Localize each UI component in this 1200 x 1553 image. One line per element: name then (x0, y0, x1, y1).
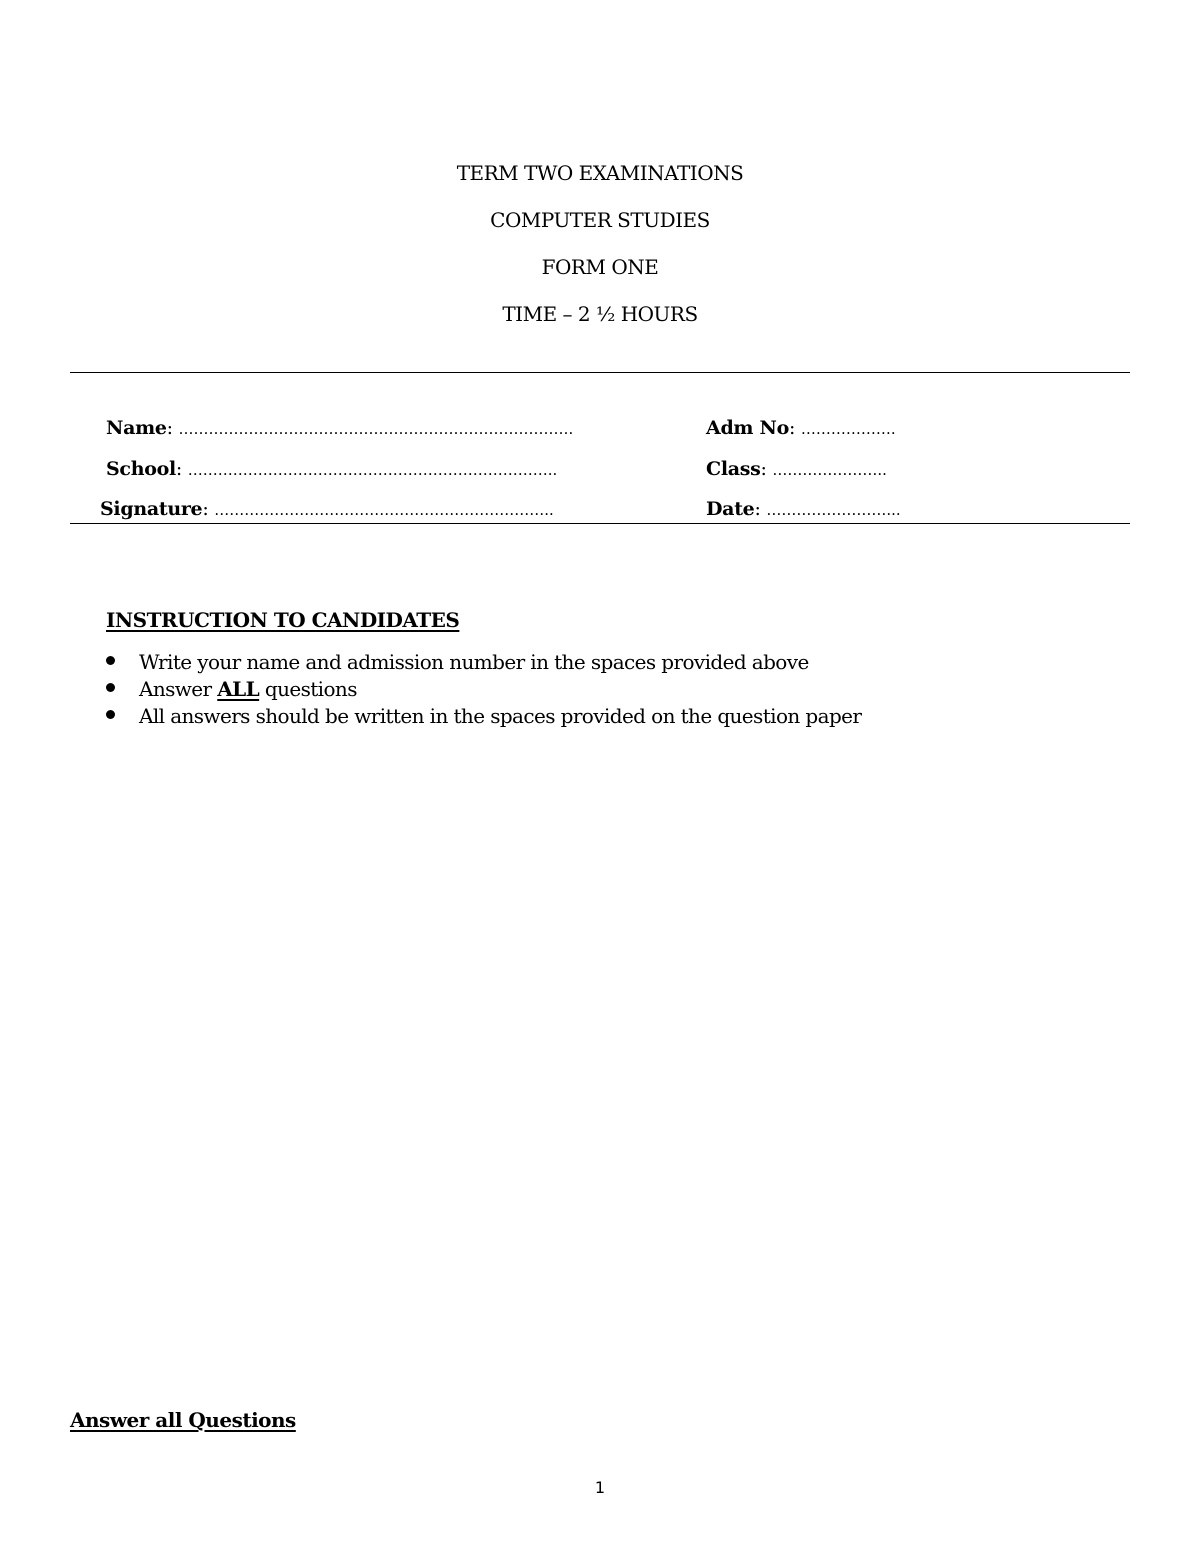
class-blank[interactable]: ………………….. (772, 461, 887, 479)
signature-label: Signature (100, 498, 203, 520)
subject-title: COMPUTER STUDIES (490, 208, 710, 232)
school-blank[interactable]: ……………………………………………………………….. (187, 461, 558, 479)
exam-title: TERM TWO EXAMINATIONS (456, 161, 744, 185)
school-label: School (106, 458, 176, 480)
instruction-item: Answer ALL questions (106, 677, 357, 701)
date-blank[interactable]: ……………………... (766, 501, 901, 519)
bullet-icon (106, 683, 115, 692)
top-divider (70, 372, 1130, 373)
adm-no-label: Adm No (706, 417, 789, 439)
date-field[interactable]: Date: ……………………... (706, 498, 901, 520)
instruction-item: All answers should be written in the spaces provided on the question paper (106, 704, 861, 728)
all-emphasis: ALL (217, 677, 260, 701)
page-number: 1 (594, 1478, 606, 1497)
bottom-divider (70, 523, 1130, 524)
bullet-icon (106, 656, 115, 665)
adm-no-blank[interactable]: ………………. (800, 420, 896, 438)
school-field[interactable]: School: ……………………………………………………………….. (106, 458, 558, 480)
adm-no-field[interactable]: Adm No: ………………. (706, 417, 896, 439)
instructions-title: INSTRUCTION TO CANDIDATES (106, 608, 460, 632)
date-label: Date (706, 498, 755, 520)
exam-duration: TIME – 2 ½ HOURS (502, 302, 698, 326)
name-blank[interactable]: ……………………………………………………………………. (178, 420, 574, 438)
bullet-icon (106, 710, 115, 719)
name-field[interactable]: Name: ……………………………………………………………………. (106, 417, 574, 439)
signature-blank[interactable]: ………………………………………………………….. (214, 501, 554, 519)
instruction-item: Write your name and admission number in the spaces provided above (106, 650, 809, 674)
name-label: Name (106, 417, 167, 439)
class-label: Class (706, 458, 761, 480)
signature-field[interactable]: Signature: ………………………………………………………….. (100, 498, 554, 520)
section-heading: Answer all Questions (70, 1408, 296, 1432)
form-level: FORM ONE (541, 255, 659, 279)
class-field[interactable]: Class: ………………….. (706, 458, 887, 480)
